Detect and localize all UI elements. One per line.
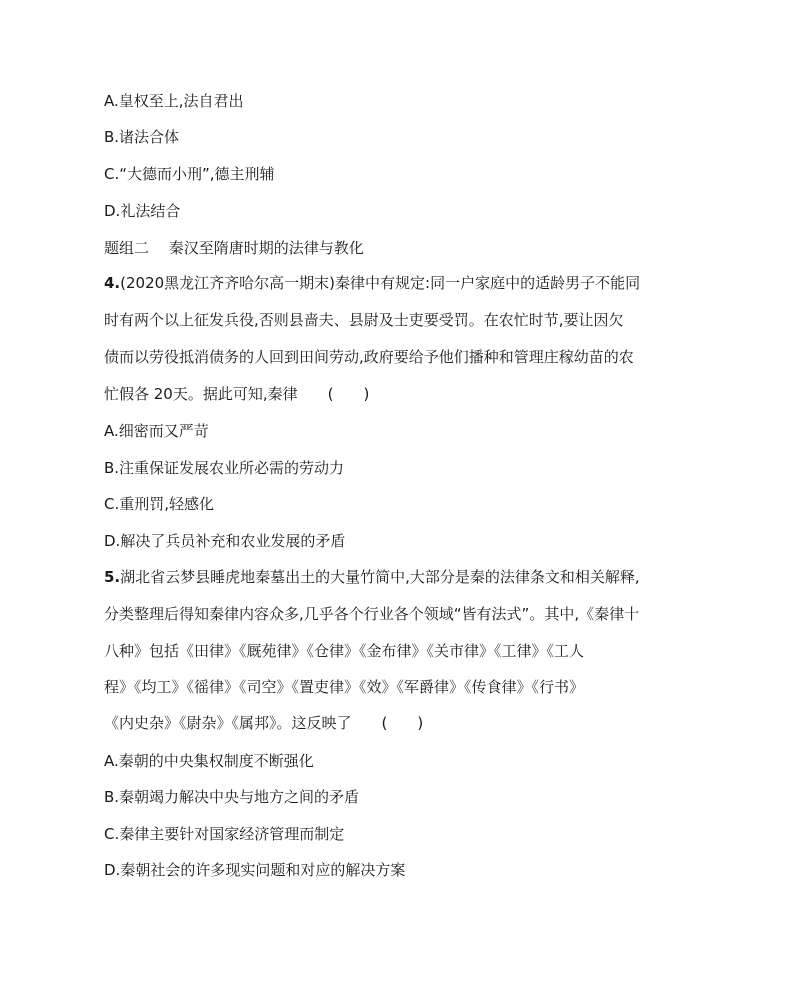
q4-stem-text-1: (2020黑龙江齐齐哈尔高一期末)秦律中有规定:同一户家庭中的适龄男子不能同	[120, 274, 641, 292]
q4-stem-line-3: 债而以劳役抵消债务的人回到田间劳动,政府要给予他们播种和管理庄稼幼苗的农	[104, 348, 634, 366]
q4-stem-line-4	[104, 384, 704, 404]
q5-stem-line-3: 八种》包括《田律》《厩苑律》《仓律》《金布律》《关市律》《工律》《工人	[104, 642, 585, 660]
q4-option-d: D.解决了兵员补充和农业发展的矛盾	[104, 532, 346, 550]
q3-option-c: C.“大德而小刑”,德主刑辅	[104, 165, 275, 183]
q4-stem-text-4: 忙假各 20天。据此可知,秦律	[104, 385, 298, 403]
q5-number: 5.	[104, 568, 121, 586]
q4-answer-blank: ( )	[327, 385, 370, 403]
q3-option-a: A.皇权至上,法自君出	[104, 92, 244, 110]
q5-option-a: A.秦朝的中央集权制度不断强化	[104, 752, 314, 770]
q4-option-a: A.细密而又严苛	[104, 422, 209, 440]
q4-stem-line-1	[104, 273, 704, 293]
q4-stem-line-2: 时有两个以上征发兵役,否则县啬夫、县尉及士吏要受罚。在农忙时节,要让因欠	[104, 311, 624, 329]
q5-answer-blank: ( )	[381, 714, 424, 732]
section-heading: 题组二 秦汉至隋唐时期的法律与教化	[104, 239, 364, 257]
q4-option-b: B.注重保证发展农业所必需的劳动力	[104, 459, 345, 477]
q5-stem-line-4: 程》《均工》《徭律》《司空》《置吏律》《效》《军爵律》《传食律》《行书》	[104, 678, 585, 696]
q5-option-b: B.秦朝竭力解决中央与地方之间的矛盾	[104, 788, 360, 806]
q3-option-b: B.诸法合体	[104, 128, 180, 146]
q5-stem-text-1: 湖北省云梦县睡虎地秦墓出土的大量竹简中,大部分是秦的法律条文和相关解释,	[120, 568, 640, 586]
q4-option-c: C.重刑罚,轻感化	[104, 495, 215, 513]
q5-stem-line-5	[104, 713, 704, 733]
q5-stem-line-1	[104, 567, 704, 587]
q5-option-c: C.秦律主要针对国家经济管理而制定	[104, 825, 345, 843]
q5-stem-text-5: 《内史杂》《尉杂》《属邦》。这反映了	[104, 714, 352, 732]
q5-stem-line-2: 分类整理后得知秦律内容众多,几乎各个行业各个领域“皆有法式”。其中,《秦律十	[104, 605, 640, 623]
q5-option-d: D.秦朝社会的许多现实问题和对应的解决方案	[104, 861, 406, 879]
q3-option-d: D.礼法结合	[104, 202, 181, 220]
q4-number: 4.	[104, 274, 121, 292]
